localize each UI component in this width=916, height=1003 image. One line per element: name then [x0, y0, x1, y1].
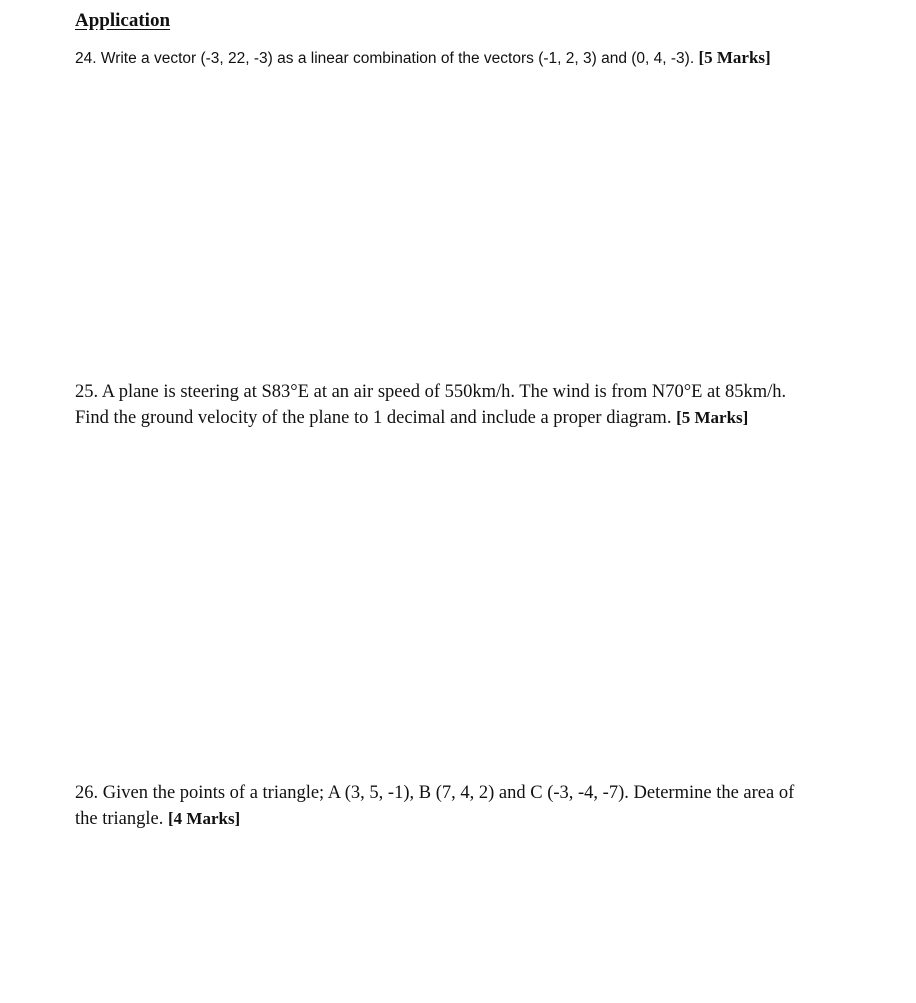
- question-26-line-2: the triangle.: [75, 809, 168, 829]
- question-25: [75, 380, 875, 431]
- question-24: [75, 46, 875, 71]
- question-25-marks: [5 Marks]: [676, 408, 749, 427]
- question-24-marks: [5 Marks]: [698, 48, 771, 67]
- question-26-marks: [4 Marks]: [167, 809, 241, 828]
- question-26: [75, 781, 875, 832]
- question-26-line-1: 26. Given the points of a triangle; A (3, 5, -1), B (7, 4, 2) and C (-3, -4, -7). Determine the area of: [75, 783, 795, 803]
- question-24-text: 24. Write a vector (-3, 22, -3) as a linear combination of the vectors (-1, 2, 3) and (0, 4, -3).: [75, 50, 699, 67]
- section-heading: Application: [75, 10, 171, 31]
- question-25-line-1: 25. A plane is steering at S83°E at an air speed of 550km/h. The wind is from N70°E at 85km/h.: [75, 382, 787, 402]
- question-25-line-2: Find the ground velocity of the plane to 1 decimal and include a proper diagram.: [75, 408, 677, 428]
